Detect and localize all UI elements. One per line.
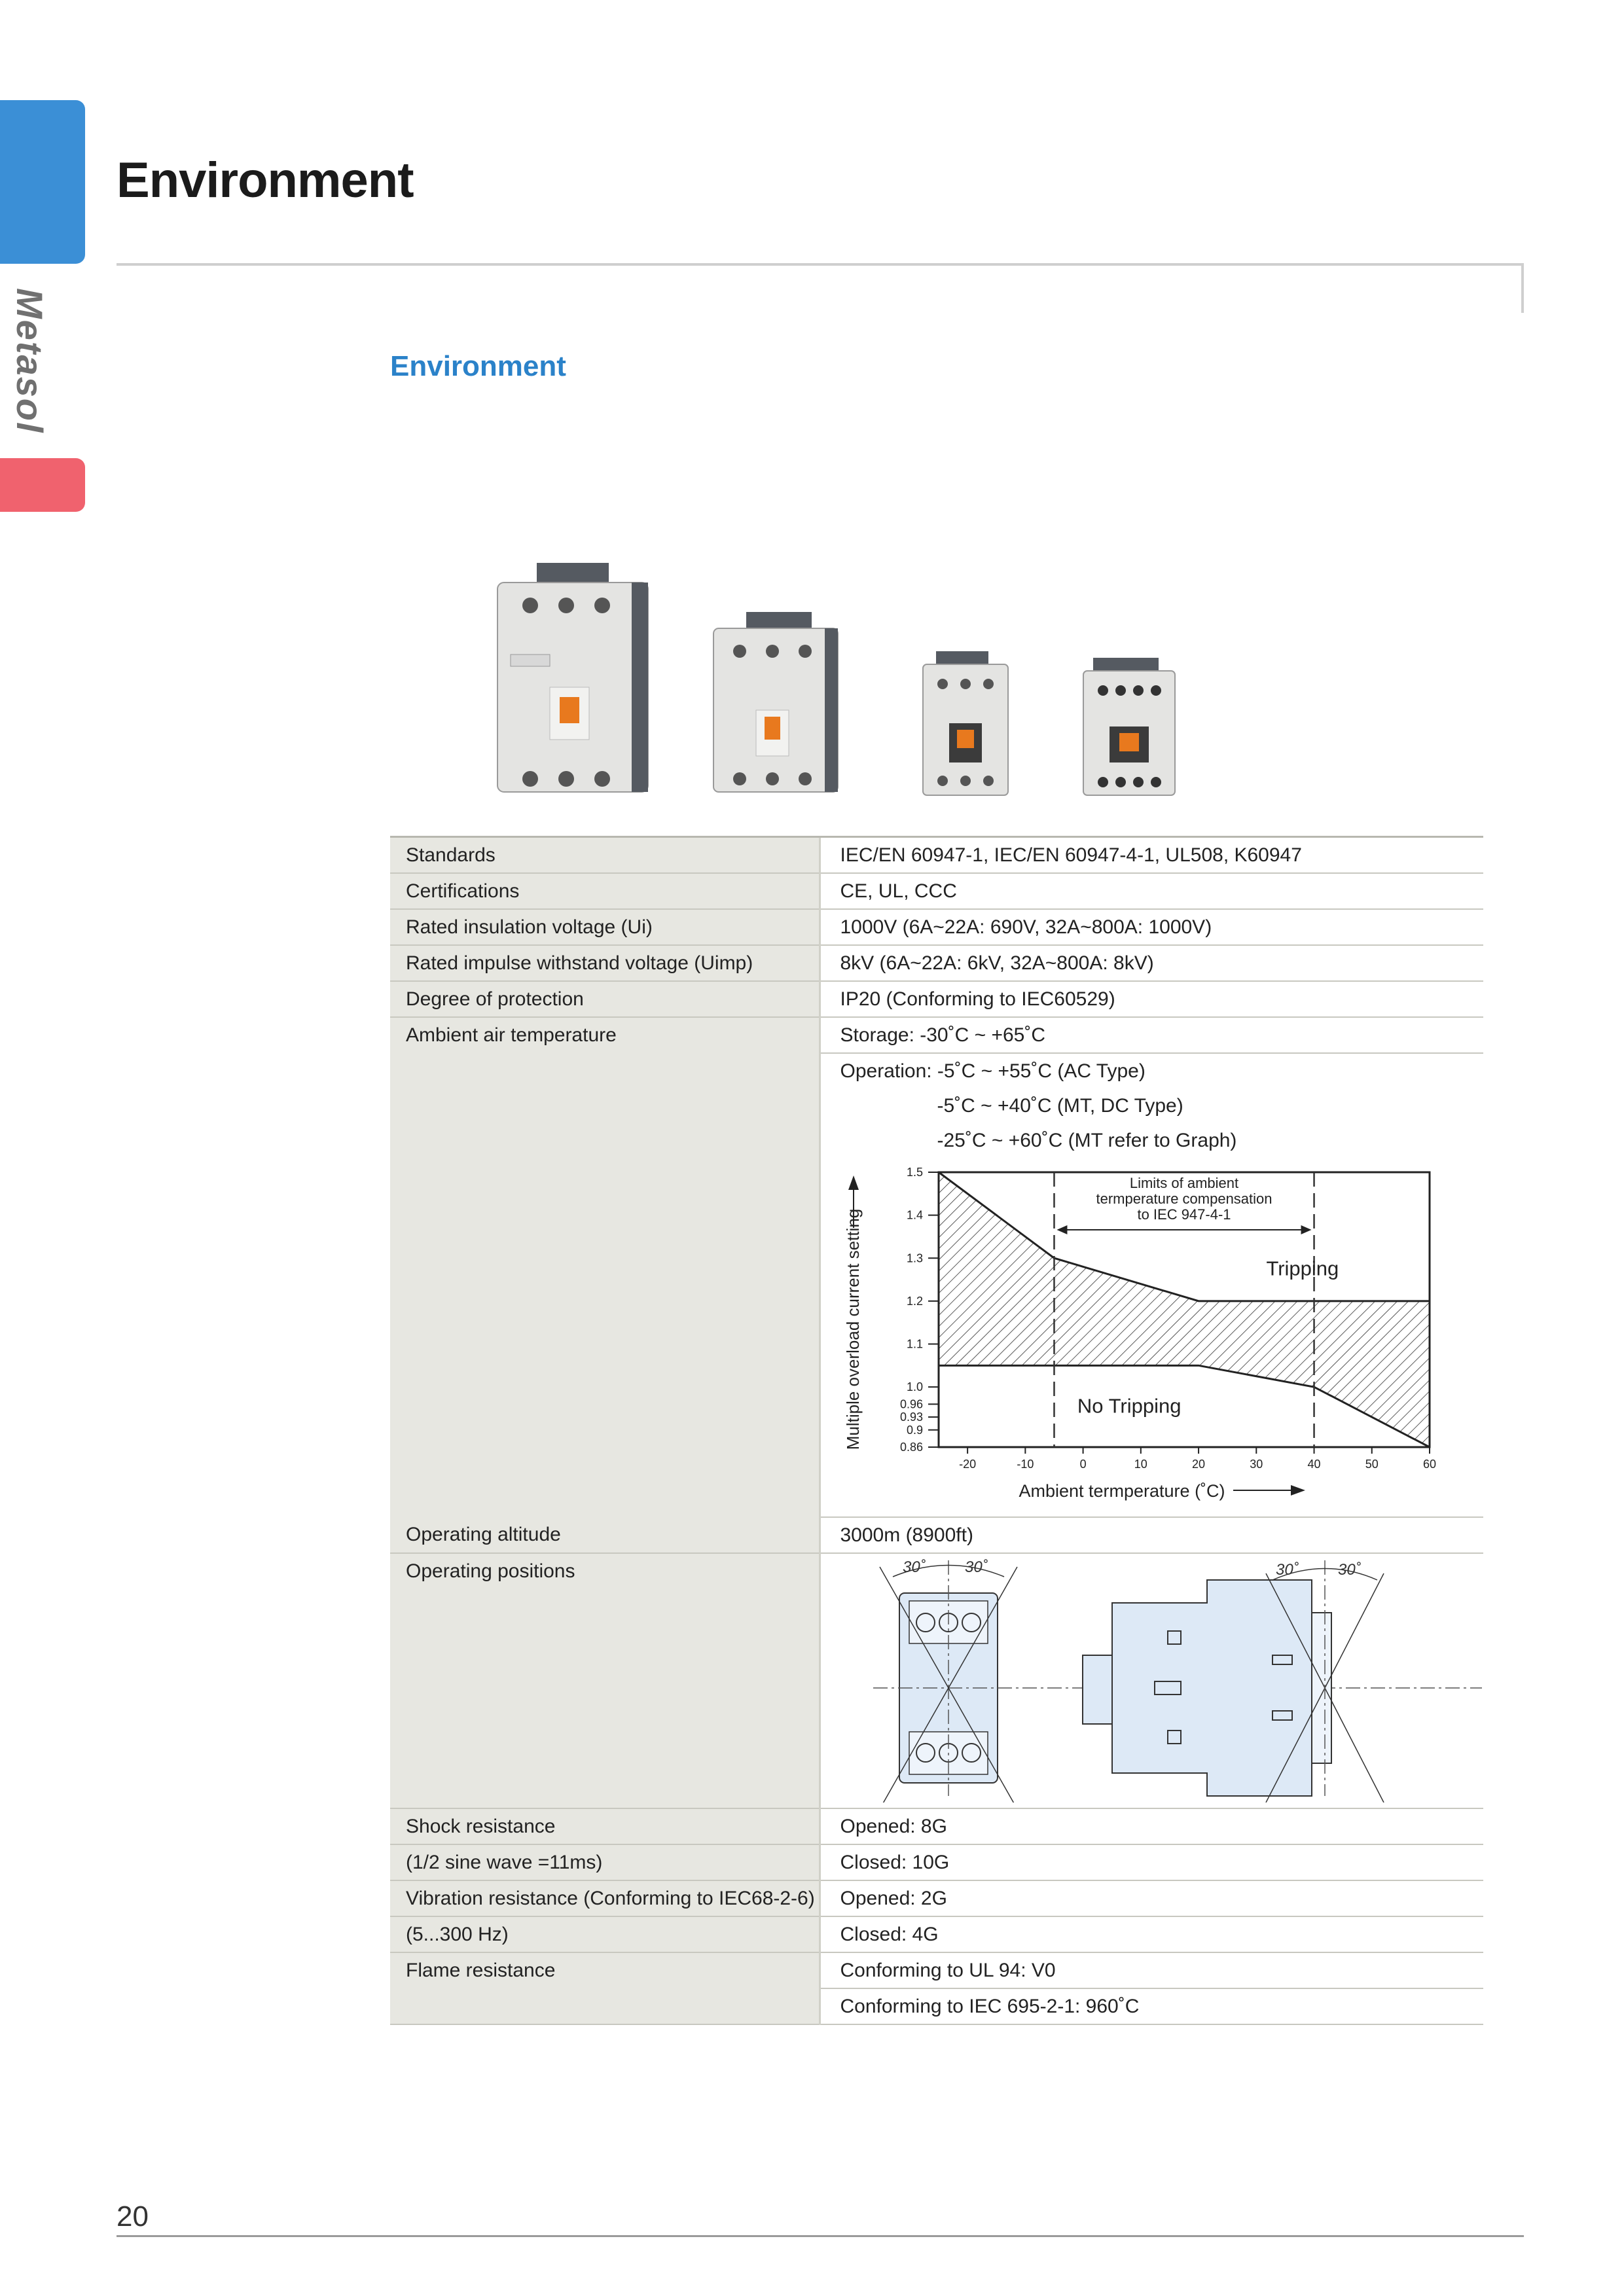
contactor-image-mini: [1083, 658, 1175, 795]
side-view-drawing: [1083, 1560, 1384, 1803]
side-tab-blue: [0, 100, 85, 264]
spec-value: Opened: 2G: [820, 1880, 1483, 1916]
operating-positions-diagram: [840, 1554, 1482, 1803]
title-divider: [117, 263, 1524, 266]
region-label-no-tripping: No Tripping: [1077, 1394, 1181, 1418]
x-tick-label: 50: [1365, 1458, 1379, 1471]
spec-value: -5˚C ~ +40˚C (MT, DC Type): [937, 1094, 1183, 1117]
contactor-image-medium: [713, 612, 838, 792]
spec-value: Closed: 4G: [820, 1916, 1483, 1952]
spec-value: 8kV (6A~22A: 6kV, 32A~800A: 8kV): [820, 945, 1483, 981]
table-row: [390, 1952, 1483, 1988]
y-tick-label: 1.5: [906, 1166, 923, 1179]
x-tick-label: -10: [1016, 1458, 1034, 1471]
table-row: [390, 837, 1483, 874]
y-axis-arrow-head: [848, 1175, 859, 1190]
limit-arrow-head-right: [1301, 1225, 1311, 1234]
spec-value: IP20 (Conforming to IEC60529): [820, 981, 1483, 1017]
chart-annotation: to IEC 947-4-1: [1136, 1206, 1231, 1223]
spec-label: Ambient air temperature: [390, 1017, 820, 1517]
angle-label: 30˚: [1275, 1561, 1299, 1579]
spec-value: 3000m (8900ft): [820, 1517, 1483, 1553]
environment-spec-table: [390, 836, 1483, 2025]
table-row: [390, 1017, 1483, 1053]
limit-arrow-head-left: [1056, 1225, 1067, 1234]
angle-label: 30˚: [1337, 1561, 1361, 1579]
y-axis-label: Multiple overload current setting: [842, 1208, 863, 1450]
spec-value: 1000V (6A~22A: 690V, 32A~800A: 1000V): [820, 909, 1483, 945]
spec-value: Opened: 8G: [820, 1808, 1483, 1844]
y-tick-label: 1.4: [906, 1208, 923, 1222]
spec-label: (5...300 Hz): [390, 1916, 820, 1952]
x-tick-label: -20: [958, 1458, 976, 1471]
spec-value: Operation: -5˚C ~ +55˚C (AC Type): [820, 1053, 1483, 1088]
y-tick-label: 0.93: [899, 1410, 923, 1424]
spec-label: Operating altitude: [390, 1517, 820, 1553]
spec-label: Flame resistance: [390, 1952, 820, 2024]
spec-label: Rated impulse withstand voltage (Uimp): [390, 945, 820, 981]
y-tick-label: 1.0: [906, 1380, 923, 1394]
x-tick-label: 10: [1134, 1458, 1147, 1471]
x-tick-label: 20: [1191, 1458, 1205, 1471]
x-axis-label: Ambient termperature (˚C): [1018, 1481, 1225, 1501]
x-tick-label: 40: [1307, 1458, 1321, 1471]
angle-label: 30˚: [964, 1558, 988, 1576]
spec-label: (1/2 sine wave =11ms): [390, 1844, 820, 1880]
x-tick-label: 60: [1422, 1458, 1436, 1471]
contactor-image-small: [923, 651, 1008, 795]
region-label-tripping: Tripping: [1265, 1257, 1339, 1280]
angle-label: 30˚: [902, 1558, 926, 1576]
spec-value: IEC/EN 60947-1, IEC/EN 60947-4-1, UL508, K60947: [820, 837, 1483, 874]
table-row: [390, 1880, 1483, 1916]
y-tick-label: 1.3: [906, 1251, 923, 1265]
spec-value: -25˚C ~ +60˚C (MT refer to Graph): [937, 1129, 1237, 1151]
title-divider-end: [1521, 263, 1524, 313]
spec-label: Rated insulation voltage (Ui): [390, 909, 820, 945]
x-tick-label: 30: [1249, 1458, 1263, 1471]
y-tick-label: 0.96: [899, 1397, 923, 1411]
chart-annotation: termperature compensation: [1095, 1191, 1272, 1207]
positions-diagram-cell: [820, 1553, 1483, 1808]
page-title: Environment: [117, 152, 414, 208]
contactor-image-large: [497, 563, 648, 792]
spec-value: Storage: -30˚C ~ +65˚C: [820, 1017, 1483, 1053]
page-number: 20: [117, 2200, 149, 2233]
spec-value: Conforming to IEC 695-2-1: 960˚C: [820, 1988, 1483, 2024]
y-tick-label: 0.86: [899, 1441, 923, 1454]
table-row: [390, 945, 1483, 981]
table-row: [390, 1916, 1483, 1952]
table-row: [390, 1517, 1483, 1553]
product-images: [484, 556, 1218, 805]
y-tick-label: 0.9: [906, 1423, 923, 1437]
y-tick-label: 1.1: [906, 1337, 923, 1351]
spec-value: Conforming to UL 94: V0: [820, 1952, 1483, 1988]
spec-label: Shock resistance: [390, 1808, 820, 1844]
x-axis-arrow-head: [1291, 1485, 1305, 1496]
spec-label: Certifications: [390, 873, 820, 909]
footer-divider: [117, 2235, 1524, 2237]
side-tab-red: [0, 458, 85, 512]
chart-annotation: Limits of ambient: [1129, 1175, 1238, 1191]
spec-label: Standards: [390, 837, 820, 874]
chart-cell: [820, 1158, 1483, 1517]
table-row: [390, 1553, 1483, 1808]
spec-value: CE, UL, CCC: [820, 873, 1483, 909]
table-row: [390, 981, 1483, 1017]
spec-label: Degree of protection: [390, 981, 820, 1017]
x-tick-label: 0: [1079, 1458, 1087, 1471]
spec-label: Vibration resistance (Conforming to IEC68-2-6): [390, 1880, 820, 1916]
spec-label: Operating positions: [390, 1553, 820, 1808]
spec-value: Closed: 10G: [820, 1844, 1483, 1880]
y-tick-label: 1.2: [906, 1294, 923, 1308]
overload-temperature-chart: [840, 1158, 1443, 1511]
section-title: Environment: [390, 350, 566, 382]
table-row: [390, 909, 1483, 945]
table-row: [390, 1808, 1483, 1844]
table-row: [390, 873, 1483, 909]
brand-vertical-label: Metasol: [9, 288, 50, 434]
table-row: [390, 1844, 1483, 1880]
